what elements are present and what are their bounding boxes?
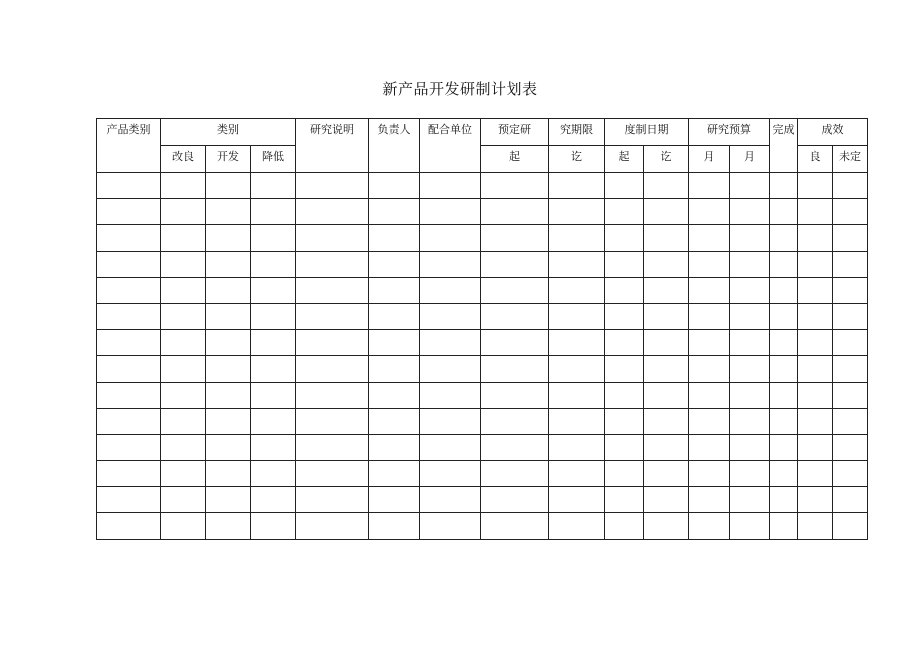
table-cell	[833, 225, 868, 251]
table-cell	[481, 356, 549, 382]
table-cell	[644, 408, 689, 434]
table-cell	[730, 251, 770, 277]
table-cell	[689, 277, 730, 303]
table-cell	[689, 461, 730, 487]
table-cell	[689, 356, 730, 382]
table-cell	[420, 173, 481, 199]
table-cell	[420, 382, 481, 408]
table-cell	[481, 225, 549, 251]
table-cell	[206, 513, 251, 539]
table-cell	[833, 199, 868, 225]
table-cell	[833, 173, 868, 199]
table-cell	[644, 173, 689, 199]
header-partner-unit: 配合单位	[420, 119, 481, 173]
table-cell	[97, 356, 161, 382]
table-cell	[251, 434, 296, 460]
header-completion: 完成	[770, 119, 798, 173]
table-cell	[251, 461, 296, 487]
table-cell	[770, 434, 798, 460]
table-cell	[770, 487, 798, 513]
table-cell	[770, 199, 798, 225]
table-cell	[369, 251, 420, 277]
table-cell	[296, 303, 369, 329]
table-cell	[689, 382, 730, 408]
table-cell	[420, 251, 481, 277]
header-month-b: 月	[730, 146, 770, 173]
table-cell	[770, 251, 798, 277]
table-cell	[689, 408, 730, 434]
table-row	[97, 199, 868, 225]
table-cell	[97, 225, 161, 251]
table-cell	[730, 225, 770, 251]
table-cell	[549, 225, 605, 251]
table-cell	[161, 356, 206, 382]
table-cell	[161, 434, 206, 460]
table-cell	[369, 199, 420, 225]
table-row	[97, 434, 868, 460]
table-cell	[161, 330, 206, 356]
table-cell	[296, 277, 369, 303]
table-cell	[730, 434, 770, 460]
table-cell	[833, 513, 868, 539]
header-month-a: 月	[689, 146, 730, 173]
table-cell	[97, 513, 161, 539]
table-cell	[251, 251, 296, 277]
table-cell	[369, 225, 420, 251]
table-cell	[420, 199, 481, 225]
table-cell	[369, 461, 420, 487]
table-cell	[161, 225, 206, 251]
table-cell	[206, 199, 251, 225]
table-cell	[605, 277, 644, 303]
table-cell	[369, 408, 420, 434]
table-cell	[644, 461, 689, 487]
table-cell	[644, 382, 689, 408]
header-schedule-dates: 度制日期	[605, 119, 689, 146]
table-cell	[605, 487, 644, 513]
table-cell	[798, 199, 833, 225]
table-cell	[644, 251, 689, 277]
table-cell	[833, 487, 868, 513]
table-cell	[644, 225, 689, 251]
table-cell	[644, 356, 689, 382]
table-cell	[549, 461, 605, 487]
table-cell	[730, 513, 770, 539]
header-reduce: 降低	[251, 146, 296, 173]
table-cell	[549, 277, 605, 303]
header-product-category: 产品类别	[97, 119, 161, 173]
table-cell	[833, 382, 868, 408]
table-cell	[251, 303, 296, 329]
table-cell	[549, 356, 605, 382]
table-cell	[730, 408, 770, 434]
table-row	[97, 251, 868, 277]
table-cell	[161, 251, 206, 277]
table-cell	[549, 330, 605, 356]
table-cell	[369, 303, 420, 329]
table-cell	[689, 173, 730, 199]
table-cell	[296, 251, 369, 277]
header-research-period: 究期限	[549, 119, 605, 146]
table-cell	[420, 356, 481, 382]
table-cell	[605, 303, 644, 329]
table-cell	[798, 461, 833, 487]
table-cell	[833, 303, 868, 329]
table-cell	[296, 487, 369, 513]
table-cell	[251, 225, 296, 251]
table-cell	[206, 434, 251, 460]
table-cell	[798, 277, 833, 303]
table-cell	[730, 330, 770, 356]
table-cell	[770, 173, 798, 199]
table-cell	[251, 330, 296, 356]
table-cell	[206, 487, 251, 513]
table-cell	[369, 487, 420, 513]
table-cell	[420, 277, 481, 303]
table-cell	[549, 303, 605, 329]
table-cell	[97, 487, 161, 513]
table-cell	[206, 382, 251, 408]
table-cell	[97, 303, 161, 329]
table-cell	[770, 330, 798, 356]
table-cell	[644, 199, 689, 225]
table-cell	[689, 487, 730, 513]
table-cell	[644, 330, 689, 356]
table-cell	[689, 251, 730, 277]
table-cell	[481, 173, 549, 199]
table-cell	[689, 199, 730, 225]
table-cell	[798, 434, 833, 460]
table-cell	[549, 173, 605, 199]
table-cell	[833, 408, 868, 434]
table-cell	[251, 408, 296, 434]
table-cell	[730, 356, 770, 382]
table-cell	[798, 487, 833, 513]
table-cell	[730, 487, 770, 513]
table-cell	[206, 277, 251, 303]
table-cell	[206, 225, 251, 251]
table-cell	[605, 434, 644, 460]
table-cell	[296, 199, 369, 225]
table-cell	[730, 199, 770, 225]
table-cell	[730, 382, 770, 408]
header-research-budget: 研究预算	[689, 119, 770, 146]
table-cell	[420, 303, 481, 329]
table-cell	[161, 461, 206, 487]
header-schedule-start: 起	[605, 146, 644, 173]
table-row	[97, 303, 868, 329]
table-row	[97, 487, 868, 513]
table-cell	[296, 225, 369, 251]
table-cell	[549, 408, 605, 434]
header-end: 讫	[549, 146, 605, 173]
table-cell	[798, 382, 833, 408]
plan-table	[96, 118, 868, 540]
table-cell	[420, 461, 481, 487]
table-cell	[251, 199, 296, 225]
table-cell	[161, 303, 206, 329]
table-cell	[644, 487, 689, 513]
table-cell	[296, 434, 369, 460]
table-cell	[833, 461, 868, 487]
table-cell	[97, 277, 161, 303]
table-cell	[770, 277, 798, 303]
table-cell	[770, 356, 798, 382]
table-cell	[369, 434, 420, 460]
table-cell	[833, 277, 868, 303]
header-schedule-end: 讫	[644, 146, 689, 173]
table-cell	[420, 487, 481, 513]
table-cell	[481, 303, 549, 329]
table-cell	[420, 408, 481, 434]
table-row	[97, 408, 868, 434]
table-cell	[770, 408, 798, 434]
header-undetermined: 未定	[833, 146, 868, 173]
table-cell	[833, 330, 868, 356]
table-cell	[798, 330, 833, 356]
table-cell	[605, 461, 644, 487]
table-cell	[206, 251, 251, 277]
header-research-description: 研究说明	[296, 119, 369, 173]
table-cell	[605, 199, 644, 225]
table-cell	[605, 513, 644, 539]
table-cell	[161, 513, 206, 539]
table-cell	[420, 434, 481, 460]
table-cell	[251, 513, 296, 539]
table-row	[97, 513, 868, 539]
table-row	[97, 330, 868, 356]
table-cell	[798, 356, 833, 382]
header-start: 起	[481, 146, 549, 173]
header-row-2	[97, 146, 868, 173]
table-cell	[644, 513, 689, 539]
table-cell	[97, 199, 161, 225]
table-cell	[161, 199, 206, 225]
table-cell	[770, 461, 798, 487]
table-cell	[833, 251, 868, 277]
table-cell	[481, 382, 549, 408]
table-cell	[369, 356, 420, 382]
table-cell	[296, 330, 369, 356]
table-cell	[770, 513, 798, 539]
table-cell	[369, 513, 420, 539]
table-cell	[161, 487, 206, 513]
table-cell	[481, 434, 549, 460]
table-cell	[770, 225, 798, 251]
table-cell	[251, 277, 296, 303]
table-cell	[689, 513, 730, 539]
table-cell	[206, 461, 251, 487]
table-cell	[730, 277, 770, 303]
table-cell	[605, 330, 644, 356]
table-row	[97, 277, 868, 303]
table-cell	[296, 173, 369, 199]
table-cell	[296, 408, 369, 434]
table-cell	[420, 225, 481, 251]
table-cell	[798, 408, 833, 434]
table-cell	[770, 382, 798, 408]
table-cell	[549, 434, 605, 460]
table-cell	[97, 434, 161, 460]
table-cell	[605, 173, 644, 199]
header-improve: 改良	[161, 146, 206, 173]
table-cell	[549, 199, 605, 225]
table-cell	[730, 303, 770, 329]
table-cell	[605, 356, 644, 382]
table-cell	[97, 461, 161, 487]
table-cell	[689, 225, 730, 251]
table-cell	[798, 303, 833, 329]
table-cell	[605, 251, 644, 277]
header-planned-research: 预定研	[481, 119, 549, 146]
table-cell	[97, 330, 161, 356]
table-cell	[369, 382, 420, 408]
table-cell	[97, 173, 161, 199]
table-cell	[206, 303, 251, 329]
table-cell	[833, 356, 868, 382]
table-cell	[369, 173, 420, 199]
table-cell	[605, 225, 644, 251]
table-cell	[251, 382, 296, 408]
table-cell	[730, 173, 770, 199]
header-good: 良	[798, 146, 833, 173]
table-row	[97, 382, 868, 408]
table-cell	[296, 356, 369, 382]
table-cell	[206, 408, 251, 434]
table-row	[97, 225, 868, 251]
header-row-1	[97, 119, 868, 146]
table-cell	[689, 330, 730, 356]
table-cell	[549, 382, 605, 408]
table-cell	[689, 434, 730, 460]
table-cell	[481, 461, 549, 487]
header-category: 类别	[161, 119, 296, 146]
table-cell	[481, 513, 549, 539]
table-cell	[644, 303, 689, 329]
table-row	[97, 356, 868, 382]
table-cell	[549, 487, 605, 513]
table-cell	[97, 382, 161, 408]
table-cell	[481, 487, 549, 513]
table-cell	[161, 173, 206, 199]
header-owner: 负责人	[369, 119, 420, 173]
header-develop: 开发	[206, 146, 251, 173]
table-cell	[420, 330, 481, 356]
table-cell	[770, 303, 798, 329]
table-cell	[369, 277, 420, 303]
table-cell	[206, 356, 251, 382]
table-cell	[833, 434, 868, 460]
table-cell	[296, 461, 369, 487]
table-cell	[251, 173, 296, 199]
table-cell	[481, 199, 549, 225]
table-cell	[481, 277, 549, 303]
header-effect: 成效	[798, 119, 868, 146]
table-cell	[97, 408, 161, 434]
table-cell	[161, 408, 206, 434]
table-cell	[798, 251, 833, 277]
table-cell	[161, 277, 206, 303]
page-title: 新产品开发研制计划表	[382, 80, 538, 98]
table-cell	[798, 225, 833, 251]
table-cell	[605, 408, 644, 434]
table-cell	[730, 461, 770, 487]
table-cell	[549, 513, 605, 539]
table-cell	[369, 330, 420, 356]
table-cell	[481, 330, 549, 356]
table-cell	[296, 382, 369, 408]
table-cell	[206, 173, 251, 199]
table-cell	[644, 277, 689, 303]
table-cell	[481, 251, 549, 277]
table-cell	[296, 513, 369, 539]
table-cell	[420, 513, 481, 539]
table-cell	[251, 487, 296, 513]
table-row	[97, 461, 868, 487]
table-cell	[549, 251, 605, 277]
table-cell	[798, 513, 833, 539]
table-cell	[161, 382, 206, 408]
table-row	[97, 173, 868, 199]
table-cell	[251, 356, 296, 382]
table-cell	[644, 434, 689, 460]
table-cell	[481, 408, 549, 434]
table-cell	[798, 173, 833, 199]
table-cell	[97, 251, 161, 277]
table-cell	[689, 303, 730, 329]
table-cell	[206, 330, 251, 356]
table-cell	[605, 382, 644, 408]
